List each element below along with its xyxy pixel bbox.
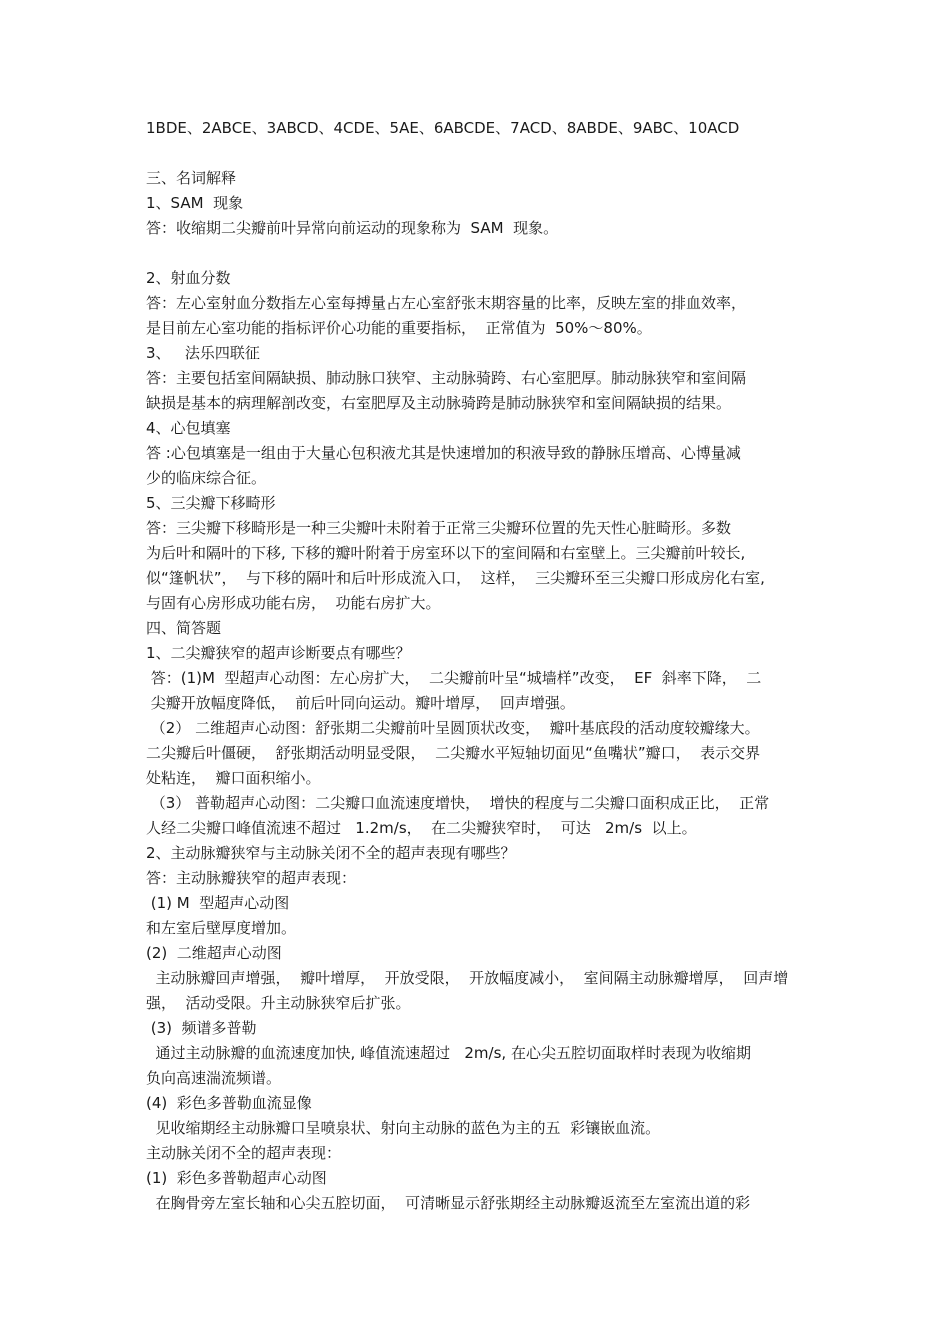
term-ebstein-answer-line: 为后叶和隔叶的下移, 下移的瓣叶附着于房室环以下的室间隔和右室壁上。三尖瓣前叶较长, — [146, 544, 746, 562]
term-tof-answer-line: 缺损是基本的病理解剖改变，右室肥厚及主动脉骑跨是肺动脉狭窄和室间隔缺损的结果。 — [146, 394, 732, 412]
term-tof-title: 3、 法乐四联征 — [146, 344, 260, 362]
term-ebstein-answer-line: 答：三尖瓣下移畸形是一种三尖瓣叶未附着于正常三尖瓣环位置的先天性心脏畸形。多数 — [146, 519, 732, 537]
question-aortic-answer-line: 和左室后壁厚度增加。 — [146, 919, 297, 937]
term-tamponade-answer-line: 少的临床综合征。 — [146, 469, 267, 487]
question-aortic-answer-line: (3) 频谱多普勒 — [146, 1019, 257, 1037]
term-ebstein-answer-line: 与固有心房形成功能右房， 功能右房扩大。 — [146, 594, 441, 612]
question-mitral-answer-line: 答：(1)M 型超声心动图：左心房扩大， 二尖瓣前叶呈“城墙样”改变， EF 斜率下降， 二 — [146, 669, 762, 687]
question-aortic-answer-line: (2) 二维超声心动图 — [146, 944, 282, 962]
question-mitral-answer-line: （3） 普勒超声心动图：二尖瓣口血流速度增快， 增快的程度与二尖瓣口面积成正比， 正常 — [146, 794, 770, 812]
question-mitral-answer-line: （2） 二维超声心动图：舒张期二尖瓣前叶呈圆顶状改变， 瓣叶基底段的活动度较瓣缘大。 — [146, 719, 760, 737]
section-heading-terms: 三、名词解释 — [146, 169, 237, 187]
term-sam-title: 1、SAM 现象 — [146, 194, 244, 212]
question-mitral-answer-line: 处粘连， 瓣口面积缩小。 — [146, 769, 321, 787]
question-aortic-answer-line: 负向高速湍流频谱。 — [146, 1069, 282, 1087]
question-aortic-title: 2、主动脉瓣狭窄与主动脉关闭不全的超声表现有哪些？ — [146, 844, 516, 862]
question-aortic-answer-line: 通过主动脉瓣的血流速度加快, 峰值流速超过 2m/s, 在心尖五腔切面取样时表现为收缩期 — [146, 1044, 751, 1062]
question-mitral-answer-line: 尖瓣开放幅度降低， 前后叶同向运动。瓣叶增厚， 回声增强。 — [146, 694, 575, 712]
question-aortic-answer-line: 在胸骨旁左室长轴和心尖五腔切面， 可清晰显示舒张期经主动脉瓣返流至左室流出道的彩 — [146, 1194, 751, 1212]
term-ebstein-title: 5、三尖瓣下移畸形 — [146, 494, 276, 512]
question-aortic-answer-line: 主动脉关闭不全的超声表现： — [146, 1144, 342, 1162]
question-aortic-answer-line: 强， 活动受限。升主动脉狭窄后扩张。 — [146, 994, 411, 1012]
document-body — [146, 116, 808, 1216]
term-ebstein-answer-line: 似“篷帆状”， 与下移的隔叶和后叶形成流入口， 这样， 三尖瓣环至三尖瓣口形成房化右室, — [146, 569, 765, 587]
term-tof-answer-line: 答：主要包括室间隔缺损、肺动脉口狭窄、主动脉骑跨、右心室肥厚。肺动脉狭窄和室间隔 — [146, 369, 747, 387]
question-aortic-answer-line: (1) 彩色多普勒超声心动图 — [146, 1169, 327, 1187]
term-tamponade-answer-line: 答 :心包填塞是一组由于大量心包积液尤其是快速增加的积液导致的静脉压增高、心博量减 — [146, 444, 741, 462]
question-aortic-answer-line: 见收缩期经主动脉瓣口呈喷泉状、射向主动脉的蓝色为主的五 彩镶嵌血流。 — [146, 1119, 661, 1137]
term-tamponade-title: 4、心包填塞 — [146, 419, 231, 437]
question-mitral-answer-line: 人经二尖瓣口峰值流速不超过 1.2m/s， 在二尖瓣狭窄时， 可达 2m/s 以上。 — [146, 819, 697, 837]
question-aortic-answer-line: (4) 彩色多普勒血流显像 — [146, 1094, 312, 1112]
section-heading-short-answer: 四、简答题 — [146, 619, 222, 637]
question-aortic-answer-line: 主动脉瓣回声增强， 瓣叶增厚， 开放受限， 开放幅度减小， 室间隔主动脉瓣增厚， 回声增 — [146, 969, 789, 987]
term-ef-answer-line: 是目前左心室功能的指标评价心功能的重要指标， 正常值为 50%～80%。 — [146, 319, 652, 337]
answer-key: 1BDE、2ABCE、3ABCD、4CDE、5AE、6ABCDE、7ACD、8ABDE、9ABC、10ACD — [146, 119, 740, 137]
question-mitral-answer-line: 二尖瓣后叶僵硬， 舒张期活动明显受限， 二尖瓣水平短轴切面见“鱼嘴状”瓣口， 表示交界 — [146, 744, 761, 762]
term-sam-answer: 答：收缩期二尖瓣前叶异常向前运动的现象称为 SAM 现象。 — [146, 219, 559, 237]
spacer — [146, 141, 808, 166]
term-ef-answer-line: 答：左心室射血分数指左心室每搏量占左心室舒张末期容量的比率，反映左室的排血效率， — [146, 294, 747, 312]
question-aortic-answer-line: (1) M 型超声心动图 — [146, 894, 290, 912]
term-ef-title: 2、射血分数 — [146, 269, 231, 287]
spacer — [146, 241, 808, 266]
question-aortic-answer-line: 答：主动脉瓣狭窄的超声表现： — [146, 869, 357, 887]
question-mitral-title: 1、二尖瓣狭窄的超声诊断要点有哪些？ — [146, 644, 411, 662]
